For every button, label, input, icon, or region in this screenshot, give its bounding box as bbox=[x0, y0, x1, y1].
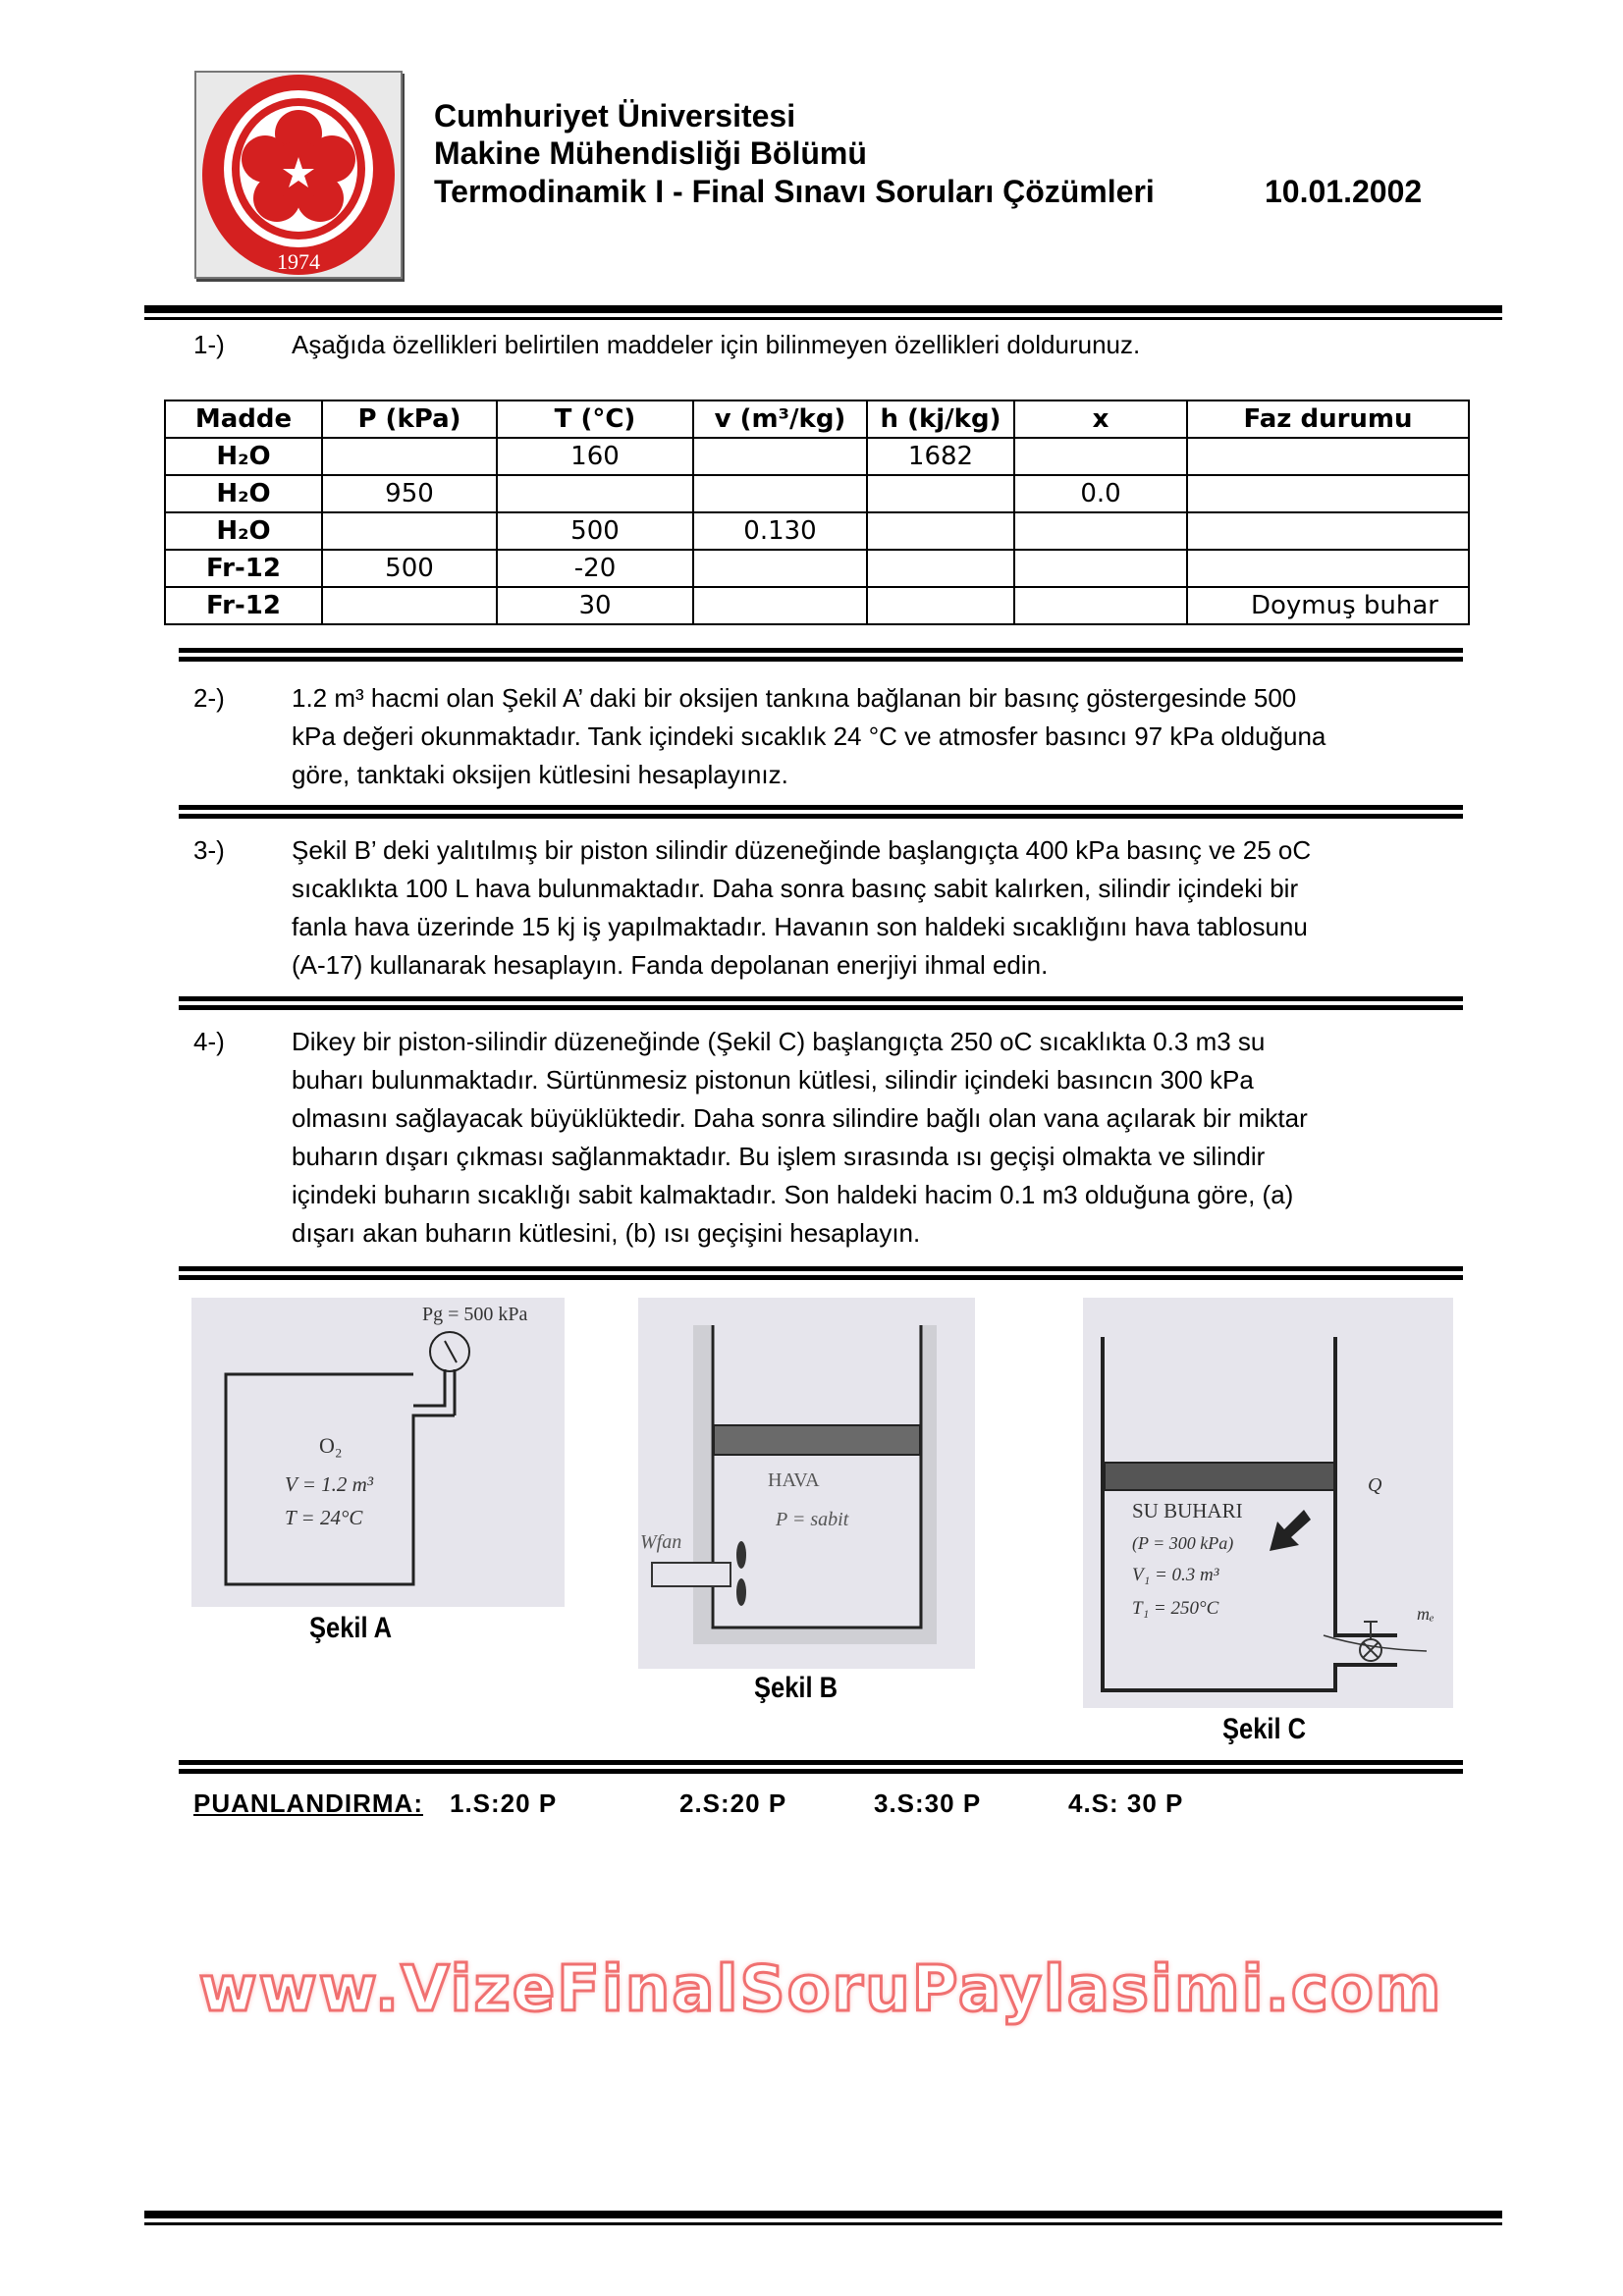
table-cell: 500 bbox=[322, 550, 497, 587]
table-cell: 30 bbox=[497, 587, 693, 624]
score-item: 4.S: 30 P bbox=[1068, 1789, 1184, 1818]
department-name-text: Makine Mühendisliği Bölümü bbox=[434, 135, 867, 171]
pressure-label: (P = 300 kPa) bbox=[1132, 1533, 1234, 1553]
fan-work-label: Wfan bbox=[640, 1531, 682, 1553]
table-row bbox=[165, 587, 1469, 624]
university-name-text: Cumhuriyet Üniversitesi bbox=[434, 98, 796, 133]
gauge-pressure-label: Pg = 500 kPa bbox=[422, 1304, 528, 1325]
table-cell: -20 bbox=[497, 550, 693, 587]
mass-flow-label: mₑ bbox=[1417, 1604, 1434, 1624]
exam-title bbox=[434, 173, 1239, 210]
figure-c-caption: Şekil C bbox=[1222, 1713, 1307, 1745]
question-4-number: 4-) bbox=[193, 1027, 225, 1056]
gas-label: HAVA bbox=[768, 1469, 820, 1491]
substance-cell: Fr-12 bbox=[165, 550, 322, 587]
table-cell bbox=[497, 475, 693, 512]
column-header: Madde bbox=[165, 400, 322, 438]
header-divider bbox=[144, 305, 1502, 320]
table-cell bbox=[322, 587, 497, 624]
text-line: dışarı akan buharın kütlesini, (b) ısı geçişini hesaplayın. bbox=[292, 1218, 921, 1248]
text-line: olmasını sağlayacak büyüklüktedir. Daha sonra silindire bağlı olan vana açılarak bir miktar bbox=[292, 1103, 1308, 1133]
table-cell bbox=[1187, 438, 1469, 475]
column-header: x bbox=[1014, 400, 1187, 438]
table-cell bbox=[322, 438, 497, 475]
text-line: (A-17) kullanarak hesaplayın. Fanda depolanan enerjiyi ihmal edin. bbox=[292, 950, 1049, 980]
table-cell bbox=[693, 438, 867, 475]
text-line: içindeki buharın sıcaklığı sabit kalmaktadır. Son haldeki hacim 0.1 m3 olduğuna göre, (a) bbox=[292, 1180, 1294, 1209]
column-header: h (kj/kg) bbox=[867, 400, 1014, 438]
footer-divider bbox=[144, 2211, 1502, 2225]
university-name bbox=[434, 97, 1239, 134]
figure-b-piston-fan bbox=[638, 1298, 975, 1669]
table-cell bbox=[1187, 512, 1469, 550]
substance-cell: H₂O bbox=[165, 512, 322, 550]
temperature-label: T₁ = 250°C bbox=[1132, 1598, 1219, 1619]
table-row bbox=[165, 512, 1469, 550]
exam-title-text: Termodinamik I - Final Sınavı Soruları Çözümleri bbox=[434, 174, 1155, 209]
figure-b-caption: Şekil B bbox=[754, 1672, 839, 1704]
table-row bbox=[165, 438, 1469, 475]
table-cell: 1682 bbox=[867, 438, 1014, 475]
gas-label: SU BUHARI bbox=[1132, 1499, 1243, 1522]
table-cell bbox=[1187, 550, 1469, 587]
fan-shaft bbox=[652, 1563, 730, 1586]
figure-c-steam-cylinder bbox=[1083, 1298, 1453, 1708]
column-header: P (kPa) bbox=[322, 400, 497, 438]
exam-date bbox=[1265, 173, 1461, 210]
table-cell: 0.130 bbox=[693, 512, 867, 550]
exam-date-text: 10.01.2002 bbox=[1265, 174, 1423, 209]
text-line: buharın dışarı çıkması sağlanmaktadır. Bu işlem sırasında ısı geçişi olmakta ve silindir bbox=[292, 1142, 1266, 1171]
table-cell bbox=[1014, 438, 1187, 475]
question-1-number: 1-) bbox=[193, 330, 225, 359]
table-row bbox=[165, 550, 1469, 587]
temperature-label: T = 24°C bbox=[285, 1506, 363, 1529]
table-cell bbox=[322, 512, 497, 550]
university-logo bbox=[194, 71, 403, 279]
department-name bbox=[434, 134, 1239, 172]
table-cell bbox=[867, 587, 1014, 624]
column-header: Faz durumu bbox=[1187, 400, 1469, 438]
section-divider bbox=[179, 648, 1463, 662]
table-cell: Doymuş buhar bbox=[1187, 587, 1469, 624]
question-1-text bbox=[292, 326, 1440, 364]
volume-label: V₁ = 0.3 m³ bbox=[1132, 1565, 1219, 1585]
heat-label: Q bbox=[1368, 1474, 1382, 1496]
figure-a-oxygen-tank bbox=[191, 1298, 565, 1607]
question-2-number: 2-) bbox=[193, 683, 225, 713]
column-header: T (°C) bbox=[497, 400, 693, 438]
pressure-label: P = sabit bbox=[776, 1509, 849, 1530]
substance-cell: H₂O bbox=[165, 438, 322, 475]
scoring-label: PUANLANDIRMA: bbox=[193, 1789, 423, 1818]
substance-cell: H₂O bbox=[165, 475, 322, 512]
section-divider bbox=[179, 996, 1463, 1010]
piston bbox=[714, 1425, 920, 1455]
properties-table bbox=[164, 400, 1470, 625]
table-cell bbox=[693, 587, 867, 624]
question-3-text bbox=[292, 831, 1440, 985]
logo-emblem-icon bbox=[196, 73, 401, 277]
table-cell bbox=[693, 550, 867, 587]
piston bbox=[1105, 1463, 1334, 1490]
text-line: Aşağıda özellikleri belirtilen maddeler için bilinmeyen özellikleri doldurunuz. bbox=[292, 330, 1141, 359]
fan-icon bbox=[736, 1541, 746, 1569]
table-cell: 500 bbox=[497, 512, 693, 550]
table-cell bbox=[867, 550, 1014, 587]
text-line: Dikey bir piston-silindir düzeneğinde (Şekil C) başlangıçta 250 oC sıcaklıkta 0.3 m3 su bbox=[292, 1027, 1266, 1056]
table-cell bbox=[1187, 475, 1469, 512]
table-cell: 950 bbox=[322, 475, 497, 512]
table-cell bbox=[1014, 512, 1187, 550]
score-item: 1.S:20 P bbox=[450, 1789, 558, 1818]
gas-label: O₂ bbox=[319, 1433, 343, 1458]
volume-label: V = 1.2 m³ bbox=[285, 1472, 374, 1496]
question-2-text bbox=[292, 679, 1440, 794]
section-divider bbox=[179, 1760, 1463, 1774]
question-4-text bbox=[292, 1023, 1440, 1253]
table-cell: 0.0 bbox=[1014, 475, 1187, 512]
figure-a-caption: Şekil A bbox=[309, 1612, 393, 1644]
question-3-number: 3-) bbox=[193, 835, 225, 865]
svg-text:1974: 1974 bbox=[277, 249, 320, 274]
table-cell: 160 bbox=[497, 438, 693, 475]
text-line: 1.2 m³ hacmi olan Şekil A’ daki bir oksijen tankına bağlanan bir basınç göstergesinde 500 bbox=[292, 683, 1297, 713]
section-divider bbox=[179, 805, 1463, 819]
text-line: sıcaklıkta 100 L hava bulunmaktadır. Daha sonra basınç sabit kalırken, silindir içindeki bir bbox=[292, 874, 1299, 903]
text-line: kPa değeri okunmaktadır. Tank içindeki sıcaklık 24 °C ve atmosfer basıncı 97 kPa olduğuna bbox=[292, 721, 1326, 751]
substance-cell: Fr-12 bbox=[165, 587, 322, 624]
column-header: v (m³/kg) bbox=[693, 400, 867, 438]
text-line: göre, tanktaki oksijen kütlesini hesaplayınız. bbox=[292, 760, 788, 789]
text-line: fanla hava üzerinde 15 kj iş yapılmaktadır. Havanın son haldeki sıcaklığını hava tablosunu bbox=[292, 912, 1308, 941]
watermark: www.VizeFinalSoruPaylasimi.com bbox=[198, 1953, 1443, 2026]
table-row bbox=[165, 475, 1469, 512]
score-item: 3.S:30 P bbox=[874, 1789, 982, 1818]
table-header-row bbox=[165, 400, 1469, 438]
section-divider bbox=[179, 1266, 1463, 1280]
heat-arrow-icon bbox=[1270, 1510, 1311, 1551]
tank-diagram bbox=[191, 1298, 565, 1607]
table-cell bbox=[867, 475, 1014, 512]
table-cell bbox=[1014, 550, 1187, 587]
text-line: buharı bulunmaktadır. Sürtünmesiz pistonun kütlesi, silindir içindeki basıncın 300 kPa bbox=[292, 1065, 1254, 1095]
table-cell bbox=[867, 512, 1014, 550]
table-cell bbox=[1014, 587, 1187, 624]
text-line: Şekil B’ deki yalıtılmış bir piston silindir düzeneğinde başlangıçta 400 kPa basınç ve 25 oC bbox=[292, 835, 1312, 865]
score-item: 2.S:20 P bbox=[679, 1789, 787, 1818]
table-cell bbox=[693, 475, 867, 512]
